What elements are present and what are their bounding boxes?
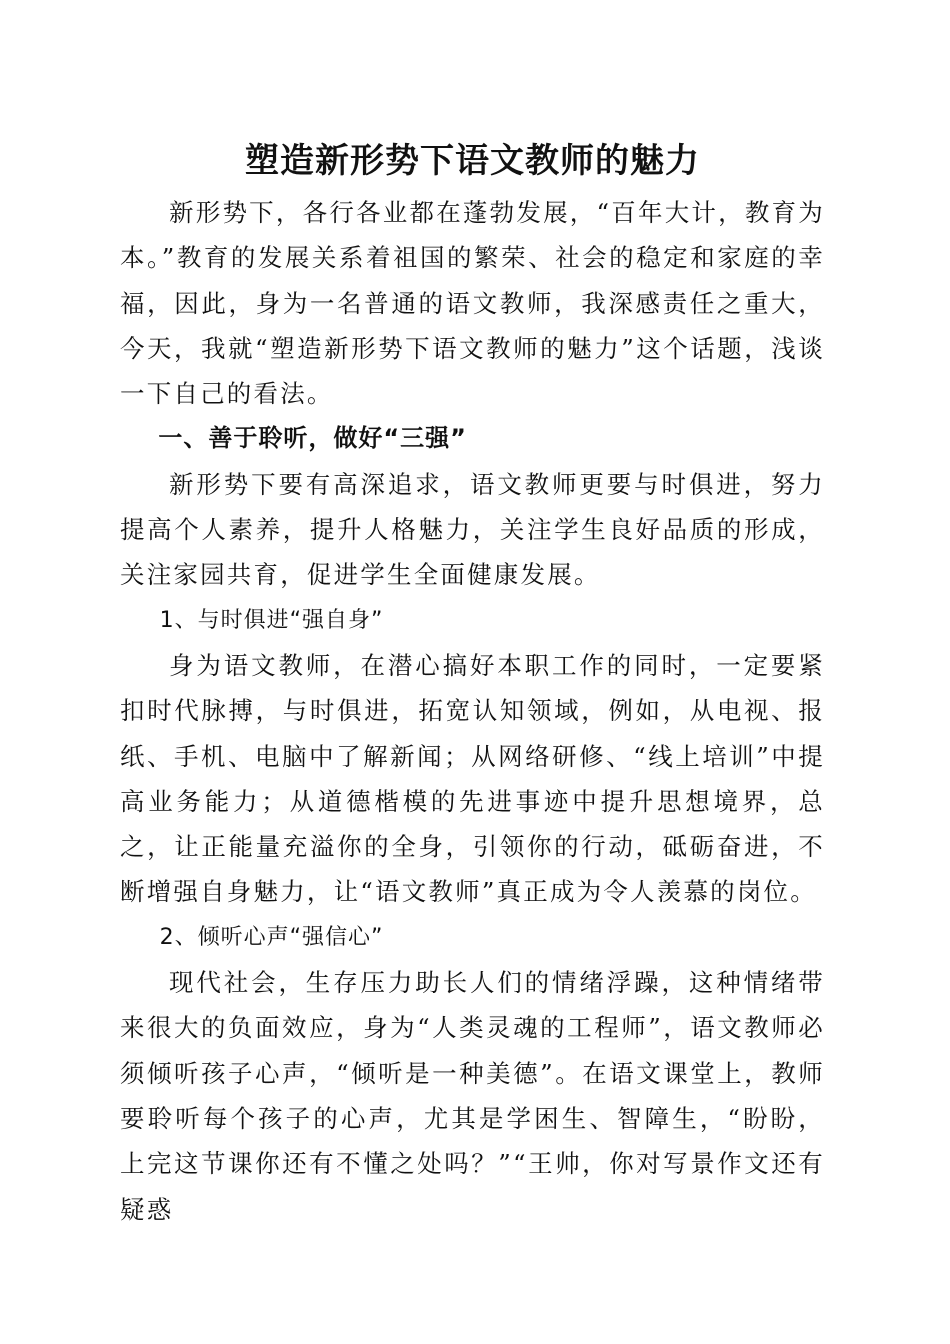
subheading-1: 1、与时俱进“强自身” bbox=[159, 607, 384, 633]
subheading-2: 2、倾听心声“强信心” bbox=[159, 924, 384, 950]
section-1-paragraph: 新形势下要有高深追求，语文教师更要与时俱进，努力提高个人素养，提升人格魅力，关注学生良好品质的形成，关注家园共育，促进学生全面健康发展。 bbox=[120, 469, 825, 590]
document-title: 塑造新形势下语文教师的魅力 bbox=[245, 141, 700, 181]
intro-paragraph: 新形势下，各行各业都在蓬勃发展，“百年大计，教育为本。”教育的发展关系着祖国的繁荣、社会的稳定和家庭的幸福，因此，身为一名普通的语文教师，我深感责任之重大，今天，我就“塑造新形势下语文教师的魅力”这个话题，浅谈一下自己的看法。 bbox=[120, 198, 825, 409]
subsection-2-paragraph: 现代社会，生存压力助长人们的情绪浮躁，这种情绪带来很大的负面效应，身为“人类灵魂的工程师”，语文教师必须倾听孩子心声，“倾听是一种美德”。在语文课堂上，教师要聆听每个孩子的心声，尤其是学困生、智障生，“盼盼，上完这节课你还有不懂之处吗？”“王帅，你对写景作文还有疑惑 bbox=[120, 968, 825, 1224]
document-body bbox=[120, 138, 825, 1232]
subsection-1-paragraph: 身为语文教师，在潜心搞好本职工作的同时，一定要紧扣时代脉搏，与时俱进，拓宽认知领域，例如，从电视、报纸、手机、电脑中了解新闻；从网络研修、“线上培训”中提高业务能力；从道德楷模的先进事迹中提升思想境界，总之，让正能量充溢你的全身，引领你的行动，砥砺奋进，不断增强自身魅力，让“语文教师”真正成为令人羡慕的岗位。 bbox=[120, 650, 825, 907]
section-heading-1: 一、善于聆听，做好“三强” bbox=[158, 424, 467, 453]
